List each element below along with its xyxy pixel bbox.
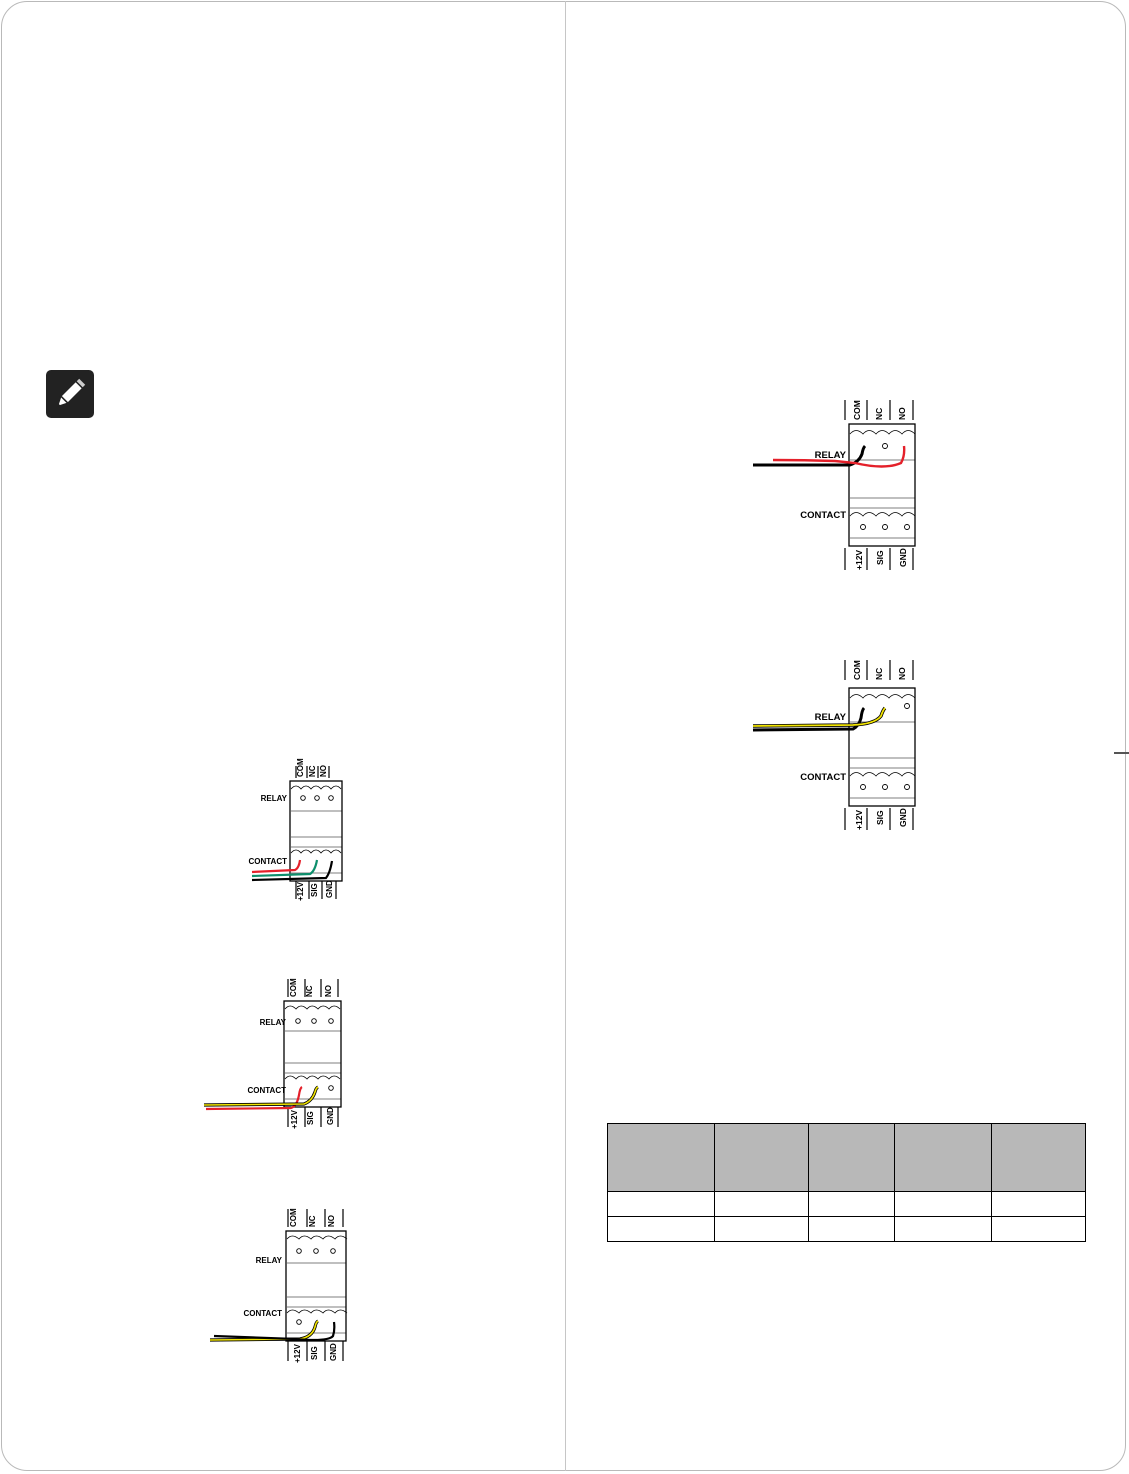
page-frame [1, 1, 1126, 1471]
table-cell [809, 1192, 895, 1217]
label-relay: RELAY [259, 1018, 286, 1027]
label-no: NO [897, 407, 907, 420]
label-plus12v: +12V [854, 549, 864, 570]
table-header-row [608, 1124, 1086, 1192]
table-cell [895, 1192, 992, 1217]
label-nc: NC [874, 667, 884, 680]
label-sig: SIG [310, 883, 319, 897]
wiring-diagram-contact-three-wire [240, 755, 350, 900]
table-cell [608, 1217, 715, 1242]
label-nc: NC [874, 407, 884, 420]
wiring-diagram-contact-gnd-sig [200, 1205, 360, 1365]
label-com: COM [289, 978, 298, 997]
label-contact: CONTACT [248, 857, 287, 866]
label-no: NO [324, 985, 333, 997]
label-relay: RELAY [814, 450, 846, 461]
label-plus12v: +12V [293, 1344, 302, 1363]
table-header-cell [809, 1124, 895, 1192]
label-sig: SIG [306, 1111, 315, 1125]
label-relay: RELAY [260, 794, 287, 803]
label-nc: NC [308, 1215, 317, 1227]
label-gnd: GND [329, 1343, 338, 1361]
table-cell [992, 1217, 1086, 1242]
label-gnd: GND [898, 808, 908, 827]
table-cell [809, 1217, 895, 1242]
label-contact: CONTACT [800, 772, 846, 783]
label-nc: NC [305, 985, 314, 997]
wiring-diagram-contact-two-wire [194, 975, 354, 1135]
table-row [608, 1192, 1086, 1217]
label-contact: CONTACT [243, 1309, 282, 1318]
label-plus12v: +12V [290, 1110, 299, 1129]
wiring-diagram-relay-com-nc [745, 658, 925, 833]
table-cell [715, 1217, 809, 1242]
table-header-cell [895, 1124, 992, 1192]
label-contact: CONTACT [247, 1086, 286, 1095]
label-nc: NC [308, 765, 317, 777]
table-cell [715, 1192, 809, 1217]
table-header-cell [715, 1124, 809, 1192]
label-sig: SIG [875, 550, 885, 565]
spec-table [607, 1123, 1086, 1242]
label-relay: RELAY [814, 712, 846, 723]
label-gnd: GND [326, 1107, 335, 1125]
wiring-diagram-relay-com-no [745, 398, 925, 573]
label-no: NO [897, 667, 907, 680]
label-no: NO [327, 1215, 336, 1227]
label-contact: CONTACT [800, 510, 846, 521]
label-com: COM [289, 1208, 298, 1227]
label-plus12v: +12V [854, 809, 864, 830]
label-sig: SIG [310, 1346, 319, 1360]
table-cell [992, 1192, 1086, 1217]
table-row [608, 1217, 1086, 1242]
margin-tick [1114, 752, 1129, 754]
pencil-note-icon [46, 370, 94, 418]
table-cell [895, 1217, 992, 1242]
label-gnd: GND [898, 548, 908, 567]
column-divider [565, 1, 566, 1471]
label-no: NO [319, 765, 328, 777]
label-sig: SIG [875, 810, 885, 825]
table-header-cell [992, 1124, 1086, 1192]
label-com: COM [296, 758, 305, 777]
table-cell [608, 1192, 715, 1217]
label-plus12v: +12V [296, 882, 305, 901]
label-relay: RELAY [255, 1256, 282, 1265]
table-header-cell [608, 1124, 715, 1192]
label-gnd: GND [325, 880, 334, 898]
label-com: COM [852, 400, 862, 420]
label-com: COM [852, 660, 862, 680]
